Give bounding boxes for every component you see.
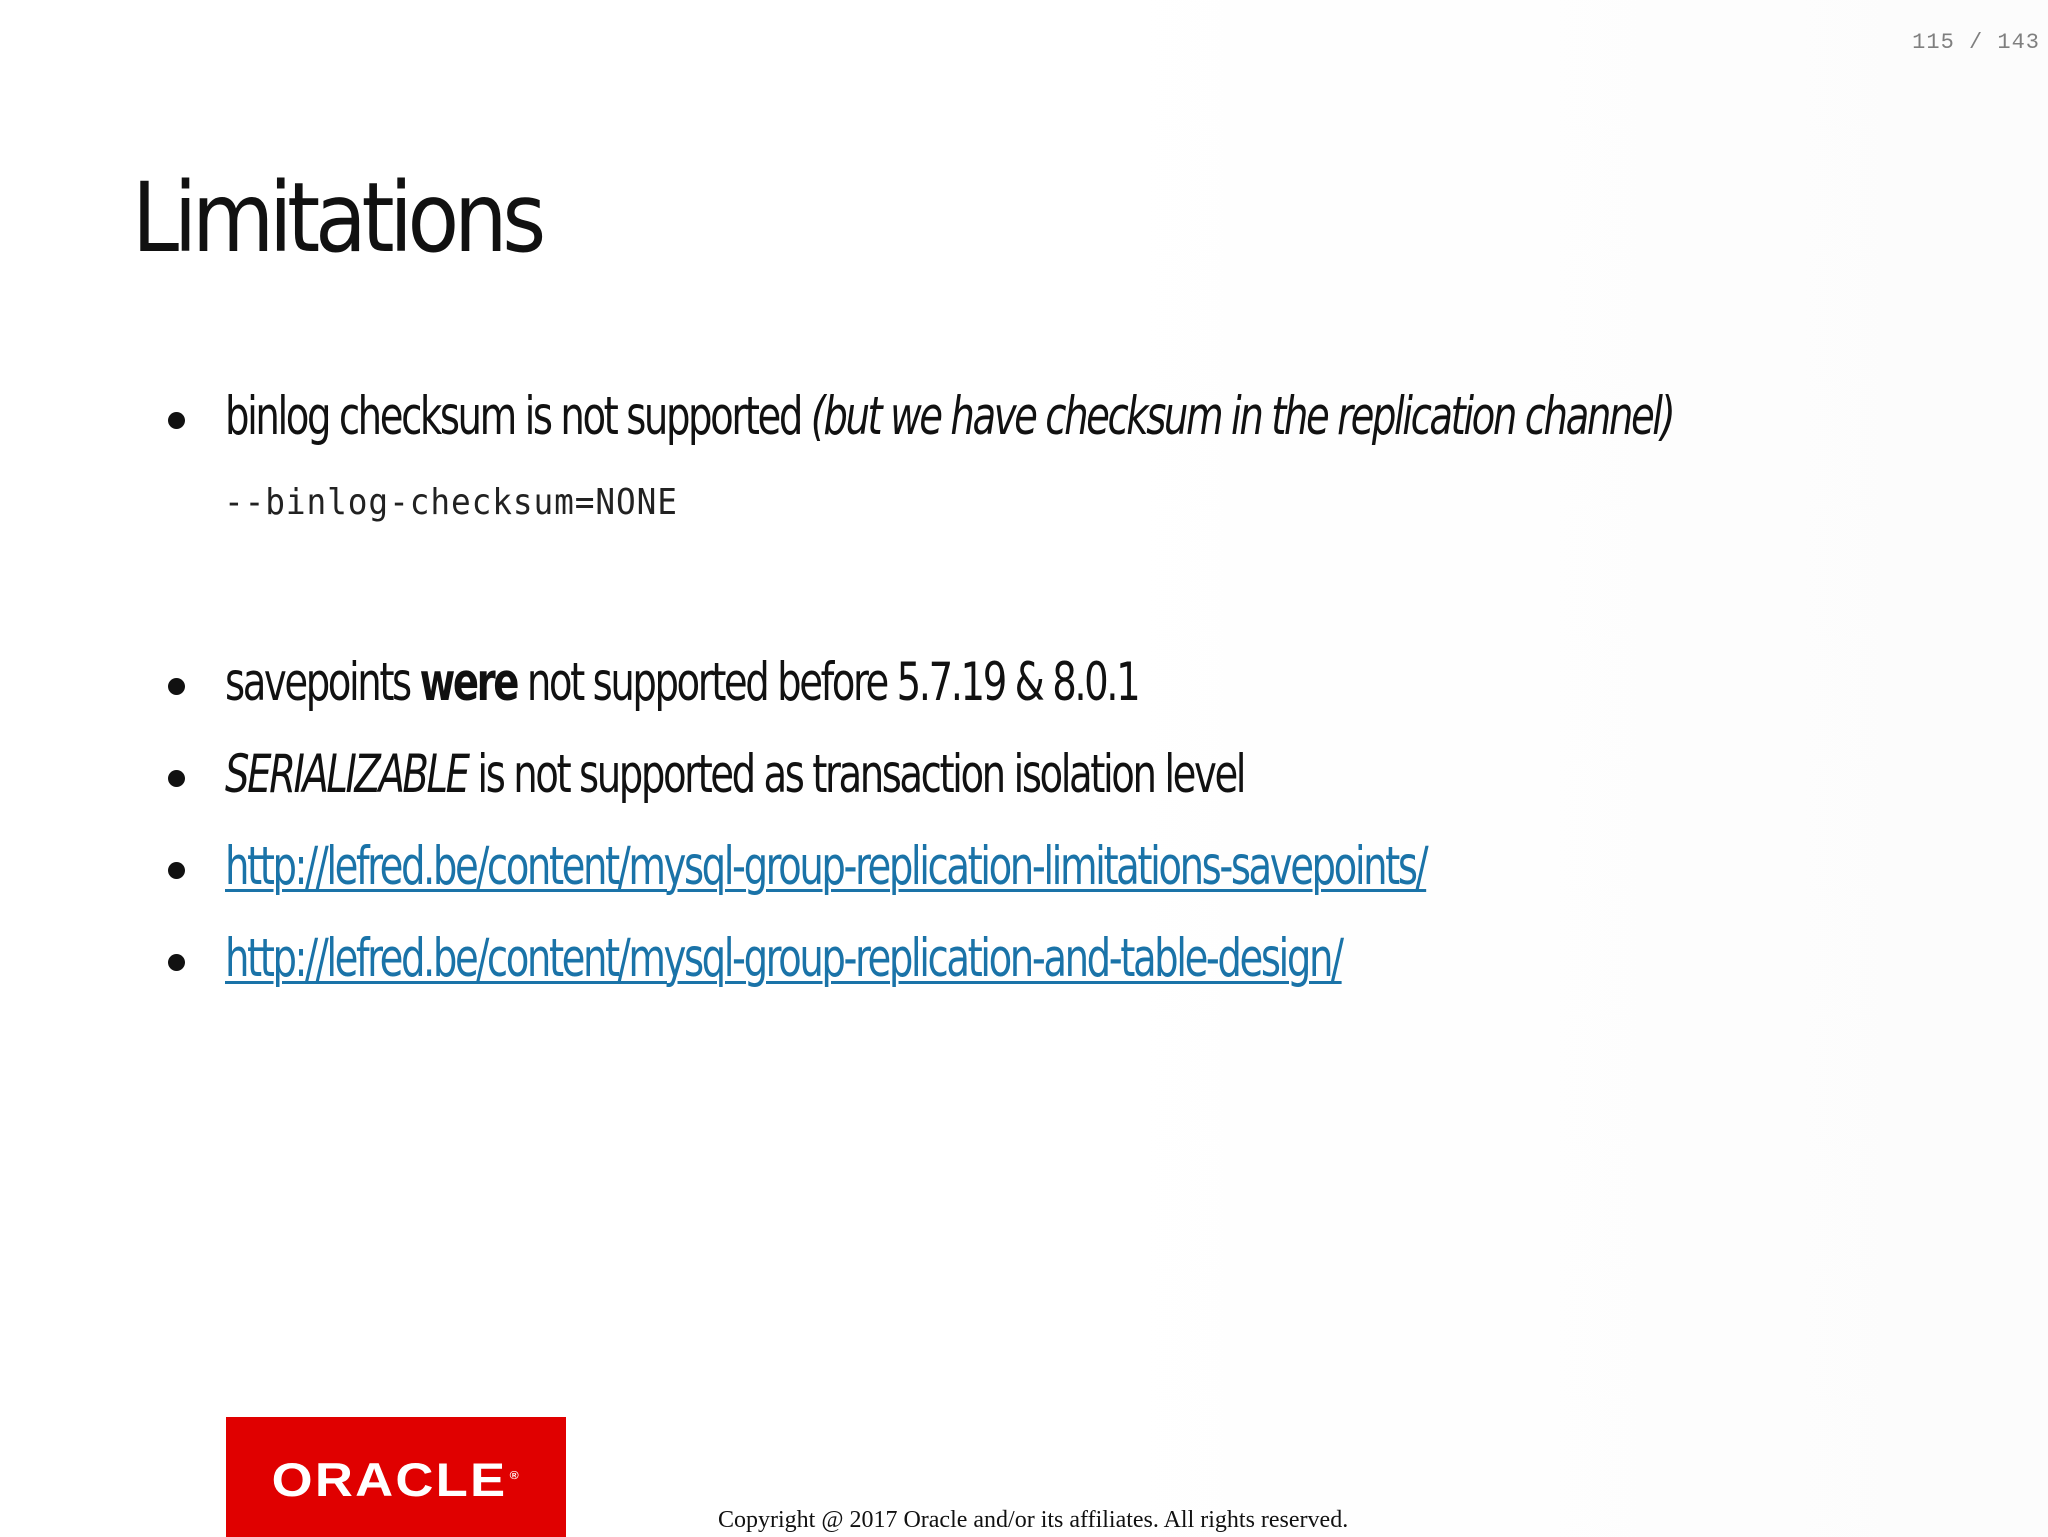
bullet-dot-icon <box>168 770 185 787</box>
bullet-text <box>225 744 1244 805</box>
bullet-serializable <box>160 728 2000 820</box>
slide-title: Limitations <box>132 162 541 274</box>
bullet-note-text: (but we have checksum in the replication channel) <box>810 385 1674 447</box>
bullet-post-text: not supported before 5.7.19 & 8.0.1 <box>517 651 1139 713</box>
bullet-main-text: binlog checksum is not supported <box>225 385 811 447</box>
bullet-dot-icon <box>168 954 185 971</box>
link-table-design[interactable]: http://lefred.be/content/mysql-group-replication-and-table-design/ <box>225 927 1342 989</box>
bullet-emph-text: SERIALIZABLE <box>225 743 468 805</box>
bullet-dot-icon <box>168 678 185 695</box>
bullet-emph-text: were <box>419 651 518 713</box>
bullet-binlog-checksum <box>160 370 2000 462</box>
oracle-logo-text <box>271 1452 520 1507</box>
registered-mark-icon: ® <box>509 1469 521 1482</box>
code-block <box>160 462 2000 552</box>
link-limitations-savepoints[interactable]: http://lefred.be/content/mysql-group-replication-limitations-savepoints/ <box>225 835 1427 897</box>
bullet-link-savepoints <box>160 820 2000 912</box>
bullet-text <box>225 652 1138 713</box>
logo-wordmark: ORACLE <box>271 1452 508 1506</box>
bullet-list <box>160 370 2000 1004</box>
bullet-post-text: is not supported as transaction isolation level <box>467 743 1245 805</box>
bullet-text <box>225 836 1426 897</box>
bullet-pre-text: savepoints <box>225 651 420 713</box>
bullet-dot-icon <box>168 412 185 429</box>
bullet-link-table-design <box>160 912 2000 1004</box>
bullet-text <box>225 386 1673 447</box>
code-snippet: --binlog-checksum=NONE <box>224 482 678 523</box>
oracle-logo <box>226 1417 566 1537</box>
copyright-notice: Copyright @ 2017 Oracle and/or its affiliates. All rights reserved. <box>718 1507 1349 1533</box>
spacer <box>160 552 2000 636</box>
bullet-savepoints <box>160 636 2000 728</box>
bullet-text <box>225 928 1342 989</box>
bullet-dot-icon <box>168 862 185 879</box>
slide-counter: 115 / 143 <box>1912 30 2040 55</box>
